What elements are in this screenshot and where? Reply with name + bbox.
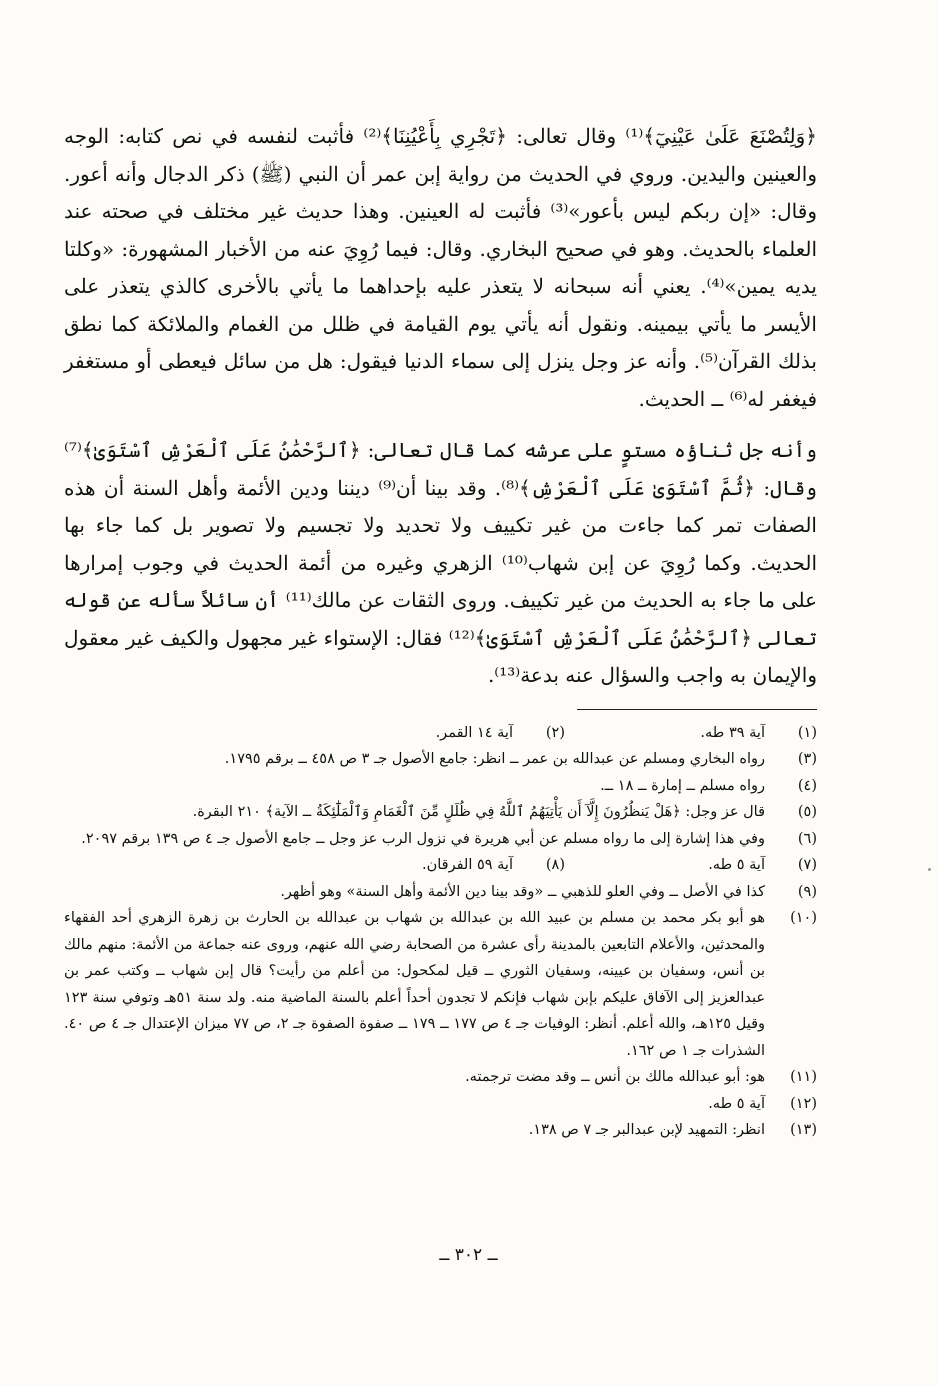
footnote-text: آية ٣٩ طه.	[700, 724, 765, 741]
footnote-12	[64, 1091, 817, 1118]
footnote-text: آية ٥٩ الفرقان.	[421, 857, 513, 873]
footnote-text: قال عز وجل: ﴿هَلْ يَنظُرُونَ إِلَّآ أَن يَأْتِيَهُمُ ٱللَّهُ فِي ظُلَلٍ مِّنَ ٱلْغَمَامِ وَٱلْمَلَٰٓئِكَةُ ــ الآية﴾ ٢١٠ البقرة.	[192, 804, 765, 820]
footnote-number: (١٣)	[790, 1122, 817, 1138]
footnotes	[64, 720, 817, 1144]
paragraph-2: وأنه جل ثناؤه مستوٍ على عرشه كما قال تعالى: ﴿ٱلرَّحْمَٰنُ عَلَى ٱلْعَرْشِ ٱسْتَوَىٰ﴾⁽⁷⁾ وقال: ﴿ثُمَّ ٱسْتَوَىٰ عَلَى ٱلْعَرْشِ﴾⁽⁸⁾. وقد بينا أن⁽⁹⁾ ديننا ودين الأئمة وأهل السنة أن هذه الصفات تمر كما جاءت من غير تكييف ولا تحديد ولا تجسيم ولا تصوير بل كما جاء بها الحديث. وكما رُوِيَ عن إبن شهاب⁽¹⁰⁾ الزهري وغيره من أئمة الحديث في وجوب إمرارها على ما جاء به الحديث من غير تكييف. وروى الثقات عن مالك⁽¹¹⁾ أن سائلاً سأله عن قوله تعالى ﴿ٱلرَّحْمَٰنُ عَلَى ٱلْعَرْشِ ٱسْتَوَىٰ﴾⁽¹²⁾ فقال: الإستواء غير مجهول والكيف غير معقول والإيمان به واجب والسؤال عنه بدعة⁽¹³⁾.	[64, 438, 818, 687]
paragraph-1: ﴿وَلِتُصْنَعَ عَلَىٰ عَيْنِيٓ﴾⁽¹⁾ وقال تعالى: ﴿تَجْرِي بِأَعْيُنِنَا﴾⁽²⁾ فأثبت لنفسه في نص كتابه: الوجه والعينين واليدين. وروي في الحديث من رواية إبن عمر أن النبي (ﷺ) ذكر الدجال وأنه أعور. وقال: «إن ربكم ليس بأعور»⁽³⁾ فأثبت له العينين. وهذا حديث غير مختلف في صحته عند العلماء بالحديث. وهو في صحيح البخاري. وقال: فيما رُوِيَ عنه من الأخبار المشهورة: «وكلتا يديه يمين»⁽⁴⁾. يعني أنه سبحانه لا يتعذر عليه بإحداهما ما يأتي بالأخرى كالذي يتعذر على الأيسر ما يأتي بيمينه. ونقول أنه يأتي يوم القيامة في ظلل من الغمام والملائكة كما نطق بذلك القرآن⁽⁵⁾. وأنه عز وجل ينزل إلى سماء الدنيا فيقول: هل من سائل فيعطى أو مستغفر فيغفر له⁽⁶⁾ ــ الحديث.	[64, 124, 818, 411]
footnote-text: هو أبو بكر محمد بن مسلم بن عبيد الله بن عبدالله بن شهاب بن عبدالله بن الحارث بن زهرة الزهري أحد الفقهاء والمحدثين، والأعلام التابعين بالمدينة رأى عشرة من الصحابة رضي الله عنهم، وروى عنه جماعة من الأئمة: منهم مالك بن أنس، وسفيان بن عيينه، وسفيان الثوري ــ قيل لمكحول: من أعلم من رأيت؟ قال إبن شهاب ــ وكتب عمر بن عبدالعزيز إلى الآفاق عليكم بإبن شهاب فإنكم لا تجدون أحداً أعلم بالسنة الماضية منه. ولد سنة ٥١هـ وتوفي سنة ١٢٣ وقيل ١٢٥هـ، والله أعلم. أنظر: الوفيات جـ ٤ ص ١٧٧ ــ ١٧٩ ــ صفوة الصفوة جـ ٢، ص ٧٧ ميزان الإعتدال جـ ٤ ص ٤٠. الشذرات جـ ١ ص ١٦٢.	[64, 910, 766, 1059]
footnote-number: (٥)	[797, 804, 817, 820]
margin-mark	[928, 868, 931, 871]
footnote-9	[64, 879, 817, 906]
body-text	[64, 118, 817, 695]
footnote-text: آية ١٤ القمر.	[435, 724, 513, 741]
footnote-text: وفي هذا إشارة إلى ما رواه مسلم عن أبي هريرة في نزول الرب عز وجل ــ جامع الأصول جـ ٤ ص ١٣٩ برقم ٢٠٩٧.	[81, 830, 765, 847]
footnote-11	[64, 1064, 817, 1091]
footnote-5	[64, 799, 817, 826]
footnote-text: رواه مسلم ــ إمارة ــ ١٨ ــ.	[600, 777, 765, 794]
footnote-text: آية ٥ طه.	[708, 1095, 765, 1112]
footnote-number: (٦)	[797, 830, 817, 847]
footnote-number: (١٢)	[790, 1095, 817, 1112]
footnote-text: كذا في الأصل ــ وفي العلو للذهبي ــ «وقد بينا دين الأئمة وأهل السنة» وهو أظهر.	[280, 883, 765, 900]
footnote-number: (٣)	[797, 751, 817, 767]
footnote-4	[64, 773, 817, 800]
footnote-10	[64, 905, 817, 1064]
footnote-text: هو: أبو عبدالله مالك بن أنس ــ وقد مضت ترجمته.	[465, 1069, 765, 1085]
footnote-number: (١٠)	[790, 910, 817, 926]
footnote-number: (١)	[797, 724, 817, 741]
footnote-number: (٧)	[797, 857, 817, 873]
footnote-number: (٨)	[545, 857, 565, 873]
footnote-number: (٤)	[797, 777, 817, 794]
footnote-number: (١١)	[790, 1069, 817, 1085]
footnote-text: رواه البخاري ومسلم عن عبدالله بن عمر ــ انظر: جامع الأصول جـ ٣ ص ٤٥٨ ــ برقم ١٧٩٥.	[224, 751, 765, 767]
footnote-13	[64, 1117, 817, 1144]
page-number: ــ ٣٠٢ ــ	[439, 1245, 498, 1265]
footnote-number: (٢)	[545, 724, 565, 741]
footnote-3	[64, 746, 817, 773]
footnote-row-1-2	[64, 720, 817, 747]
footnote-row-7-8	[64, 852, 817, 879]
footnote-text: انظر: التمهيد لإبن عبدالبر جـ ٧ ص ١٣٨.	[528, 1122, 765, 1138]
footnote-number: (٩)	[797, 883, 817, 900]
footnote-6	[64, 826, 817, 853]
footnote-text: آية ٥ طه.	[708, 857, 765, 873]
footnote-divider	[577, 709, 817, 710]
